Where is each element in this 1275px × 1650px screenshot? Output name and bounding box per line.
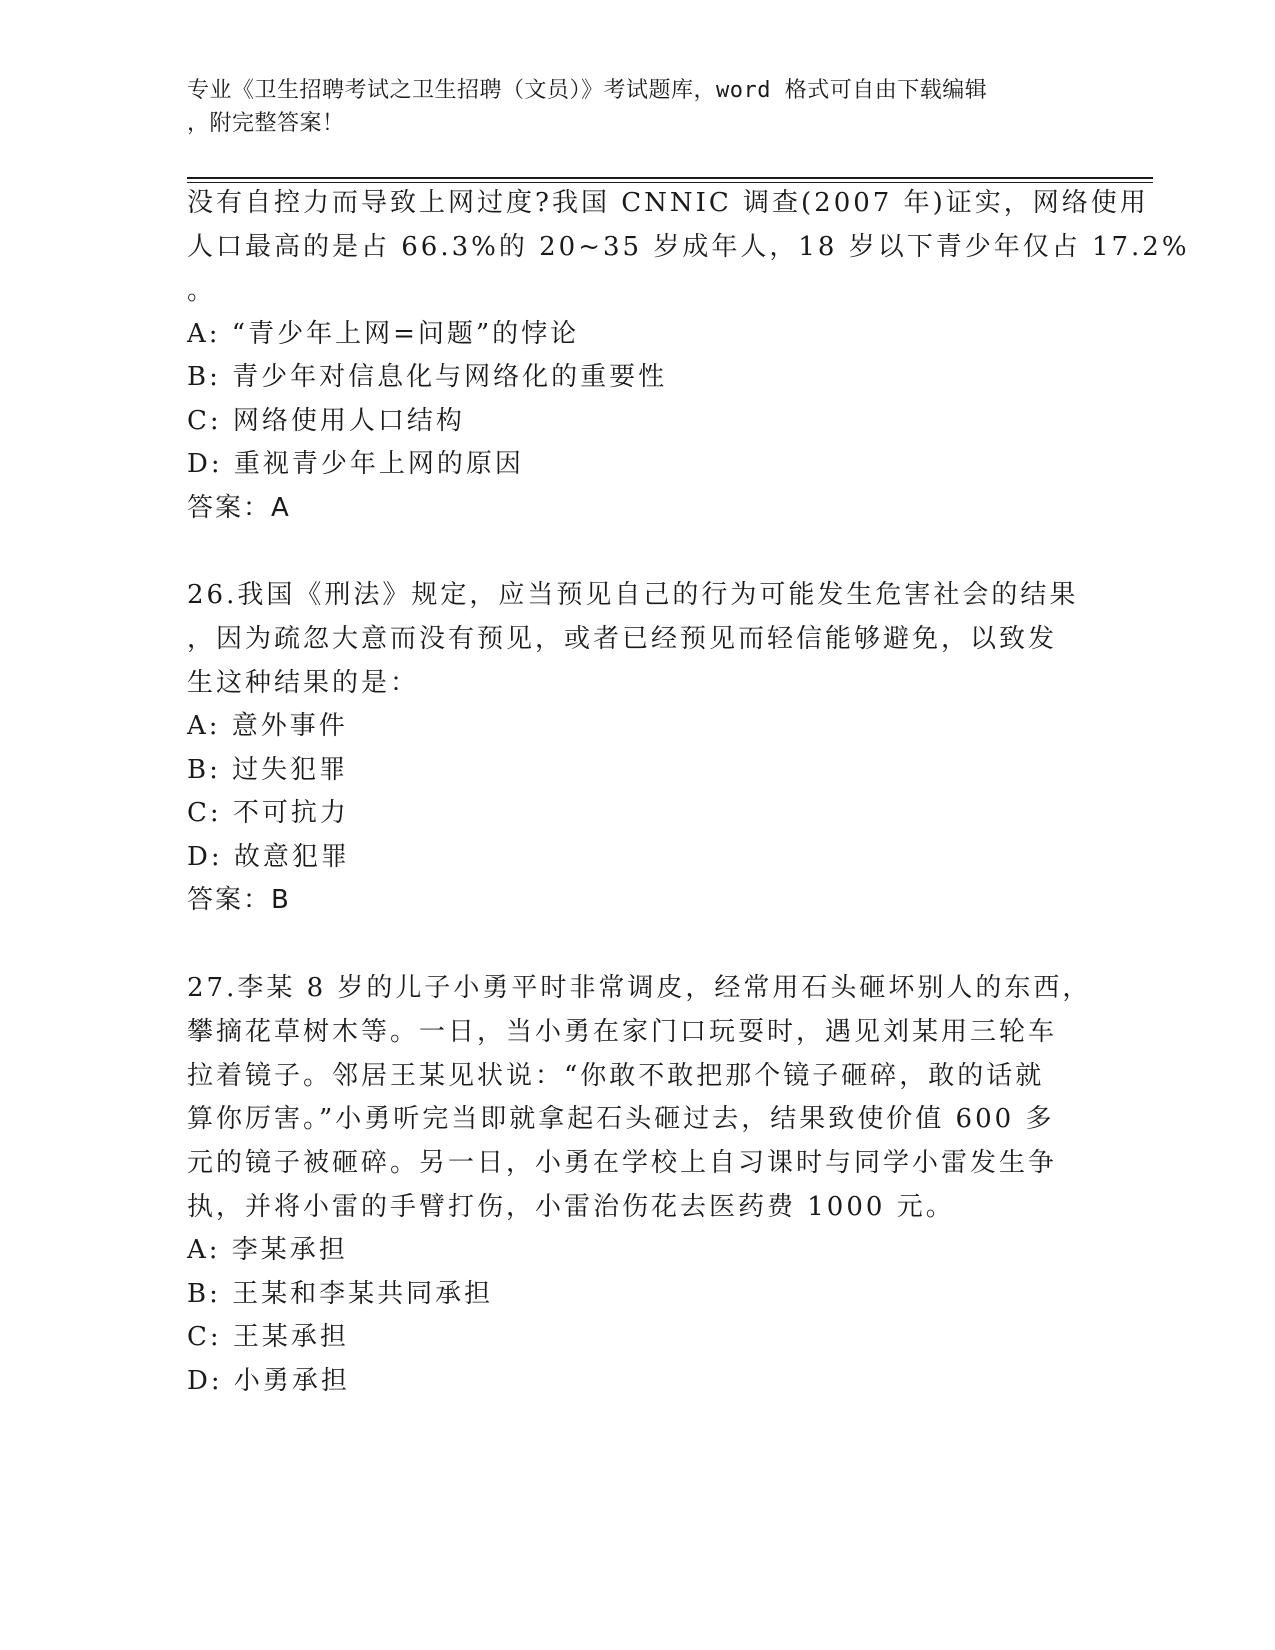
question-text-line: 拉着镜子。邻居王某见状说：“你敢不敢把那个镜子砸碎，敢的话就: [187, 1061, 1045, 1091]
option-d: D: 故意犯罪: [187, 842, 350, 872]
answer-label: 答案：A: [187, 493, 291, 523]
question-text-line: 执，并将小雷的手臂打伤，小雷治伤花去医药费 1000 元。: [187, 1192, 955, 1222]
question-text-line: ，因为疏忽大意而没有预见，或者已经预见而轻信能够避免，以致发: [187, 624, 1058, 654]
option-a: A: 意外事件: [187, 711, 348, 741]
option-b: B: 青少年对信息化与网络化的重要性: [187, 362, 668, 392]
question-text-line: 26.我国《刑法》规定，应当预见自己的行为可能发生危害社会的结果: [187, 580, 1079, 610]
question-text-line: 算你厉害。”小勇听完当即就拿起石头砸过去，结果致使价值 600 多: [187, 1104, 1055, 1134]
question-text-line: 攀摘花草树木等。一日，当小勇在家门口玩耍时，遇见刘某用三轮车: [187, 1017, 1058, 1047]
option-a: A: 李某承担: [187, 1235, 348, 1265]
question-text-line: 没有自控力而导致上网过度?我国 CNNIC 调查(2007 年)证实，网络使用: [187, 188, 1149, 218]
answer-label: 答案：B: [187, 885, 291, 915]
question-text-line: 27.李某 8 岁的儿子小勇平时非常调皮，经常用石头砸坏别人的东西，: [187, 973, 1092, 1003]
option-a: A: “青少年上网=问题”的悖论: [187, 319, 580, 349]
option-c: C: 王某承担: [187, 1322, 349, 1352]
question-text-line: 元的镜子被砸碎。另一日，小勇在学校上自习课时与同学小雷发生争: [187, 1148, 1058, 1178]
option-c: C: 网络使用人口结构: [187, 406, 465, 436]
option-c: C: 不可抗力: [187, 798, 349, 828]
question-text-line: 。: [187, 276, 217, 306]
option-b: B: 王某和李某共同承担: [187, 1279, 494, 1309]
question-text-line: 人口最高的是占 66.3%的 20~35 岁成年人，18 岁以下青少年仅占 17.2%: [187, 232, 1190, 262]
document-header: [187, 74, 1067, 140]
header-rule-thick: [187, 177, 1153, 179]
option-b: B: 过失犯罪: [187, 755, 349, 785]
header-line-1: 专业《卫生招聘考试之卫生招聘（文员）》考试题库，word 格式可自由下载编辑: [187, 78, 988, 103]
option-d: D: 小勇承担: [187, 1366, 350, 1396]
header-line-2: ，附完整答案！: [187, 111, 345, 136]
question-text-line: 生这种结果的是：: [187, 668, 420, 698]
option-d: D: 重视青少年上网的原因: [187, 449, 524, 479]
